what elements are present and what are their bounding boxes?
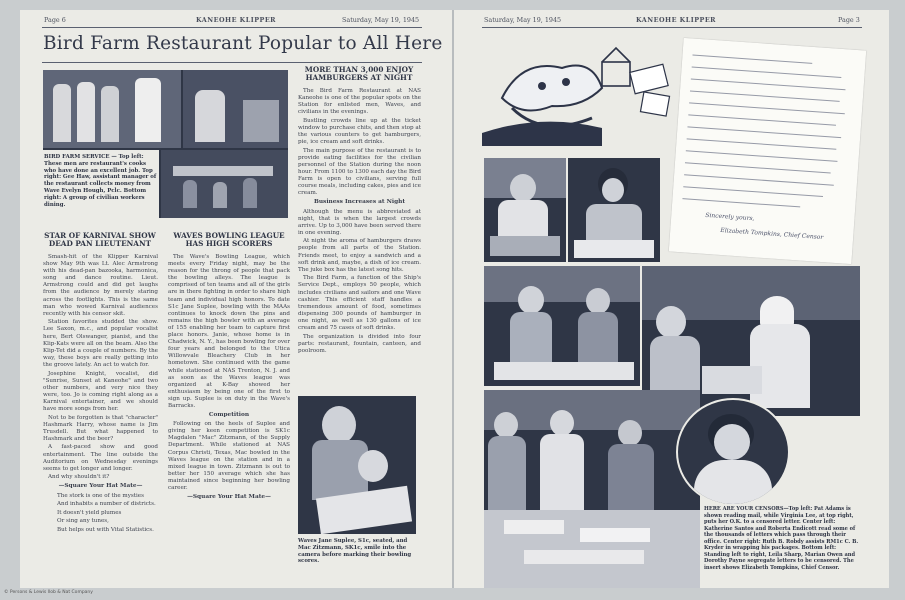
karnival-paragraph: Station favorites studded the show. Lee Saxon, m.c., and popular vocalist here, Bert Olswanger, pianist, and the Klip-Kats were all on the beam. Also the Klip-Tet did a couple of numbers. By the way, these boys are really getting into the groove lately. An act to watch for.	[43, 319, 158, 368]
censor-photo-pat-adams	[484, 158, 566, 262]
karnival-article	[43, 254, 158, 535]
bird-farm-photo-caption: BIRD FARM SERVICE — Top left: These men are restaurant's cooks who have done an excellent job. Top right: Gee Haw, assistant manager of the restaurant collects money from Wave Evelyn Hough, Pclc. Bottom right: A group of civilian workers dining.	[44, 154, 157, 208]
page-fold	[452, 10, 454, 588]
business-subhead: Business Increases at Night	[313, 199, 406, 206]
bowling-article	[168, 254, 290, 503]
karnival-paragraph: Not to be forgotten is that "character" Hashmark Harry, whose name is Jim Trusdell. But what happened to Hashmark and the beer?	[43, 414, 158, 442]
header-rule-left	[42, 27, 422, 28]
verse-line: But helps out with Vital Statistics.	[57, 526, 154, 533]
header-rule-right	[482, 27, 862, 28]
karnival-separator: —Square Your Hat Mate—	[58, 483, 143, 490]
page-number-right: Page 3	[838, 16, 860, 24]
letter-signature: Elizabeth Tompkins, Chief Censor	[720, 226, 824, 242]
bowling-heading: WAVES BOWLING LEAGUE HAS HIGH SCORERS	[173, 231, 285, 249]
karnival-heading: STAR OF KARNIVAL SHOW DEAD PAN LIEUTENANT	[44, 231, 156, 249]
karnival-paragraph: A fast-paced show and good entertainment. The line outside the Auditorium on Wednesday evenings seems to get longer and longer.	[43, 444, 158, 472]
censor-photo-virginia-lee	[568, 158, 660, 262]
restaurant-article	[298, 88, 421, 356]
restaurant-paragraph: At night the aroma of hamburgers draws people from all parts of the Station. Friends meet, to enjoy a sandwich and a soft drink and, maybe, a dish of ice cream. The juke box has the latest song hits.	[298, 238, 421, 273]
verse-line: Or sing any tunes,	[57, 518, 109, 525]
masthead-right: KANEOHE KLIPPER	[636, 16, 716, 24]
date-right: Saturday, May 19, 1945	[484, 16, 562, 24]
restaurant-paragraph: Bustling crowds line up at the ticket window to purchase chits, and then stop at the various counters to get hamburgers, pie, ice cream and soft drinks.	[298, 117, 421, 146]
bowling-photo-caption: Waves Jane Suplee, S1c, seated, and Mac Zitzmann, SK1c, smile into the camera before marking their bowling scores.	[298, 538, 412, 565]
karnival-paragraph: And why shouldn't it?	[48, 474, 110, 481]
censor-photo-santos-endicott	[484, 266, 640, 386]
karnival-paragraph: Smash-hit of the Klipper Karnival show May 9th was Lt. Alec Armstrong with his dead-pan bazooka, harmonica, song and dance routine. Lieut. Armstrong could and did get laughs from the audience by merely staring across the footlights. This is the same man who wowed Karnival audiences recently with his censor skit.	[43, 254, 158, 317]
censor-photo-sharp-owen-payne	[484, 390, 700, 588]
verse-line: The stork is one of the mysties	[57, 492, 144, 499]
handwritten-letter	[669, 38, 866, 264]
page-headline: Bird Farm Restaurant Popular to All Here	[43, 33, 443, 54]
censor-cartoon-illustration	[482, 38, 672, 146]
restaurant-paragraph: Although the menu is abbreviated at night, that is when the largest crowds arrive. Up to 3,000 have been served there in one evening.	[298, 208, 421, 236]
censors-caption: HERE ARE YOUR CENSORS—Top left: Pat Adams is shown reading mail, while Virginia Lee, at top right, puts her O.K. to a censored letter. Center left: Katherine Santos and Roberta Endicott read some of the thousands of letters which pass through their office. Center right: Ruth B. Robdy assists RM1c C. B. Kryder in wrapping his packages. Bottom left: Standing left to right, Leila Sharp, Marian Owen and Dorothy Payne segregate letters to be censored. The insert shows Elizabeth Tompkins, Chief Censor.	[704, 506, 859, 571]
karnival-paragraph: Josephine Knight, vocalist, did "Sunrise, Sunset at Kaneohe" and two other numbers, and very nice they were, too. Jo is coming right along as a Karnival entertainer, and we should have more songs from her.	[43, 370, 158, 412]
letter-closing: Sincerely yours,	[705, 211, 755, 223]
competition-subhead: Competition	[208, 412, 250, 419]
page-number-left: Page 6	[44, 16, 66, 24]
verse-line: It doesn't yield plumes	[57, 509, 122, 516]
date-left: Saturday, May 19, 1945	[342, 16, 420, 24]
bowling-separator: —Square Your Hat Mate—	[187, 494, 271, 501]
verse-line: And inhabits a number of districts.	[57, 501, 156, 508]
bowling-photo	[298, 396, 416, 534]
restaurant-paragraph: The Bird Farm Restaurant at NAS Kaneohe is one of the popular spots on the Station for enlisted men, Waves, and civilians in the evenings.	[298, 88, 421, 116]
bowling-paragraph: The Wave's Bowling League, which meets every Friday night, may be the reason for the throng of people that pack the bowling alleys. The league is comprised of ten teams and all of the girls are in there fighting in order to share high team and individual high honors. To date S1c Jane Suplee, bowling with the MAAs continues to knock down the pins and remains the high bowler with an average of 155 enabling her team to capture first place honors. Janie, whose home is in Chadwick, N. Y., has been bowling for over four years and belonged to the Utica Willowvale Bleachery Club in her hometown. She continued with the game while stationed at NAS Trenton, N. J. and as soon as the Waves league was organized at K-Bay showed her enthusiasm by being one of the first to sign up. Suplee is on duty in the Wave's Barracks.	[168, 254, 290, 409]
censor-insert-tompkins	[676, 398, 790, 506]
copyright-note: © Persons & Lewis Ilob & Nat Company	[4, 590, 93, 595]
restaurant-paragraph: The organization is divided into four parts: restaurant, fountain, canteen, and poolroom.	[298, 333, 421, 354]
competition-paragraph: Following on the heels of Suplee and giving her keen competition is SK1c Magdalen "Mac" Zitzmann, of the Supply Department. While stationed at NAS Corpus Christi, Texas, Mac bowled in the Waves league on the station and in a mixed league in town. Zitzmann is out to better her 150 average which she has maintained since beginning her bowling career.	[168, 421, 290, 491]
masthead-left: KANEOHE KLIPPER	[196, 16, 276, 24]
restaurant-paragraph: The Bird Farm, a function of the Ship's Service Dept., employs 50 people, which includes civilians and sailors and one Wave cashier. This efficient staff handles a tremendous amount of food, sometimes dispensing 300 pounds of hamburger in one night, as well as 130 gallons of ice cream and 75 cases of soft drinks.	[298, 275, 421, 331]
restaurant-paragraph: The main purpose of the restaurant is to provide eating facilities for the civilian personnel of the Station during the noon hour. From 1100 to 1300 each day the Bird Farm is open to civilians, serving full course meals, including cakes, pies and ice cream.	[298, 147, 421, 197]
headline-rule	[42, 62, 422, 63]
restaurant-heading: MORE THAN 3,000 ENJOY HAMBURGERS AT NIGHT	[304, 65, 414, 83]
